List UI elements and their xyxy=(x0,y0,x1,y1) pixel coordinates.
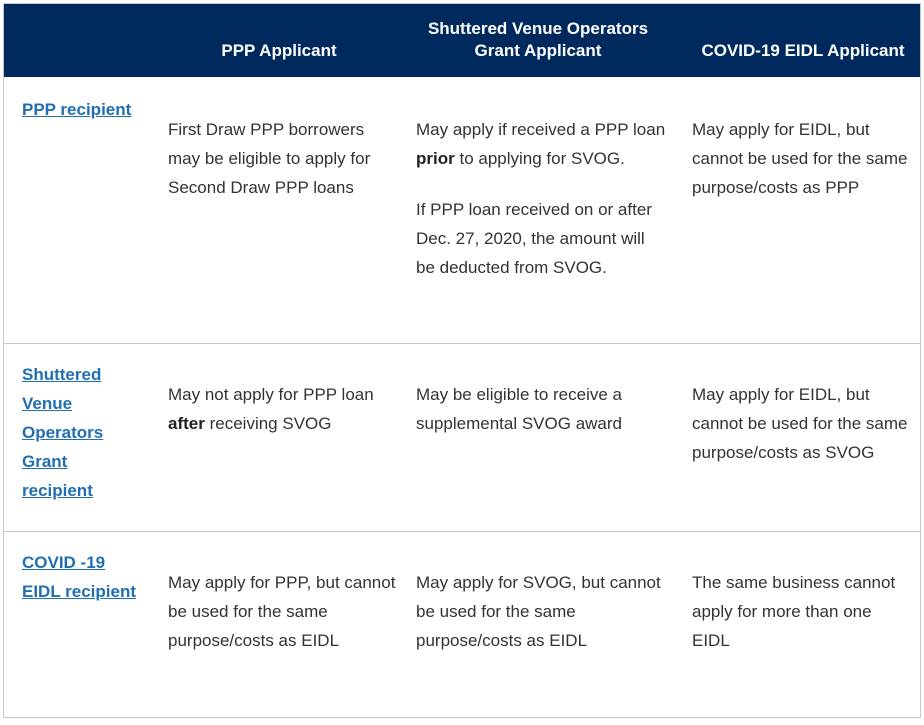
cell-text: receiving SVOG xyxy=(209,414,332,433)
cell-eidl-svog: May apply for SVOG, but cannot be used for the same purpose/costs as EIDL xyxy=(416,573,661,650)
cell-svog-eidl: May apply for EIDL, but cannot be used for the same purpose/costs as SVOG xyxy=(692,385,908,462)
table-row xyxy=(4,344,920,532)
header-eidl-applicant: COVID-19 EIDL Applicant xyxy=(701,41,905,60)
header-svog-line1: Shuttered Venue Operators xyxy=(427,19,649,38)
cell-eidl-eidl: The same business cannot apply for more than one EIDL xyxy=(692,573,896,650)
header-svog-line2: Grant Applicant xyxy=(474,41,602,60)
row-label-link-eidl-recipient[interactable]: COVID -19 EIDL recipient xyxy=(22,553,136,601)
table-header xyxy=(4,4,920,77)
cell-bold-text: prior xyxy=(416,149,455,168)
header-svog-applicant xyxy=(400,18,676,62)
cell-svog-ppp xyxy=(168,380,398,438)
eligibility-table xyxy=(3,3,921,718)
cell-text: May not apply for PPP loan xyxy=(168,385,374,404)
cell-svog-svog: May be eligible to receive a supplemental SVOG award xyxy=(416,385,623,433)
cell-eidl-ppp: May apply for PPP, but cannot be used for the same purpose/costs as EIDL xyxy=(168,573,396,650)
cell-ppp-svog xyxy=(416,115,666,282)
cell-paragraph: If PPP loan received on or after Dec. 27, 2020, the amount will be deducted from SVOG. xyxy=(416,200,652,277)
header-ppp-applicant: PPP Applicant xyxy=(221,41,337,60)
row-label-link-svog-recipient[interactable]: Shuttered Venue Operators Grant recipient xyxy=(22,365,104,500)
cell-ppp-eidl: May apply for EIDL, but cannot be used for the same purpose/costs as PPP xyxy=(692,120,908,197)
table-row xyxy=(4,77,920,344)
cell-text: May apply if received a PPP loan xyxy=(416,120,666,139)
cell-bold-text: after xyxy=(168,414,205,433)
row-label-link-ppp-recipient[interactable]: PPP recipient xyxy=(22,100,132,119)
table-row xyxy=(4,532,920,718)
cell-text: to applying for SVOG. xyxy=(459,149,625,168)
cell-paragraph xyxy=(416,115,666,173)
cell-ppp-ppp: First Draw PPP borrowers may be eligible to apply for Second Draw PPP loans xyxy=(168,120,371,197)
